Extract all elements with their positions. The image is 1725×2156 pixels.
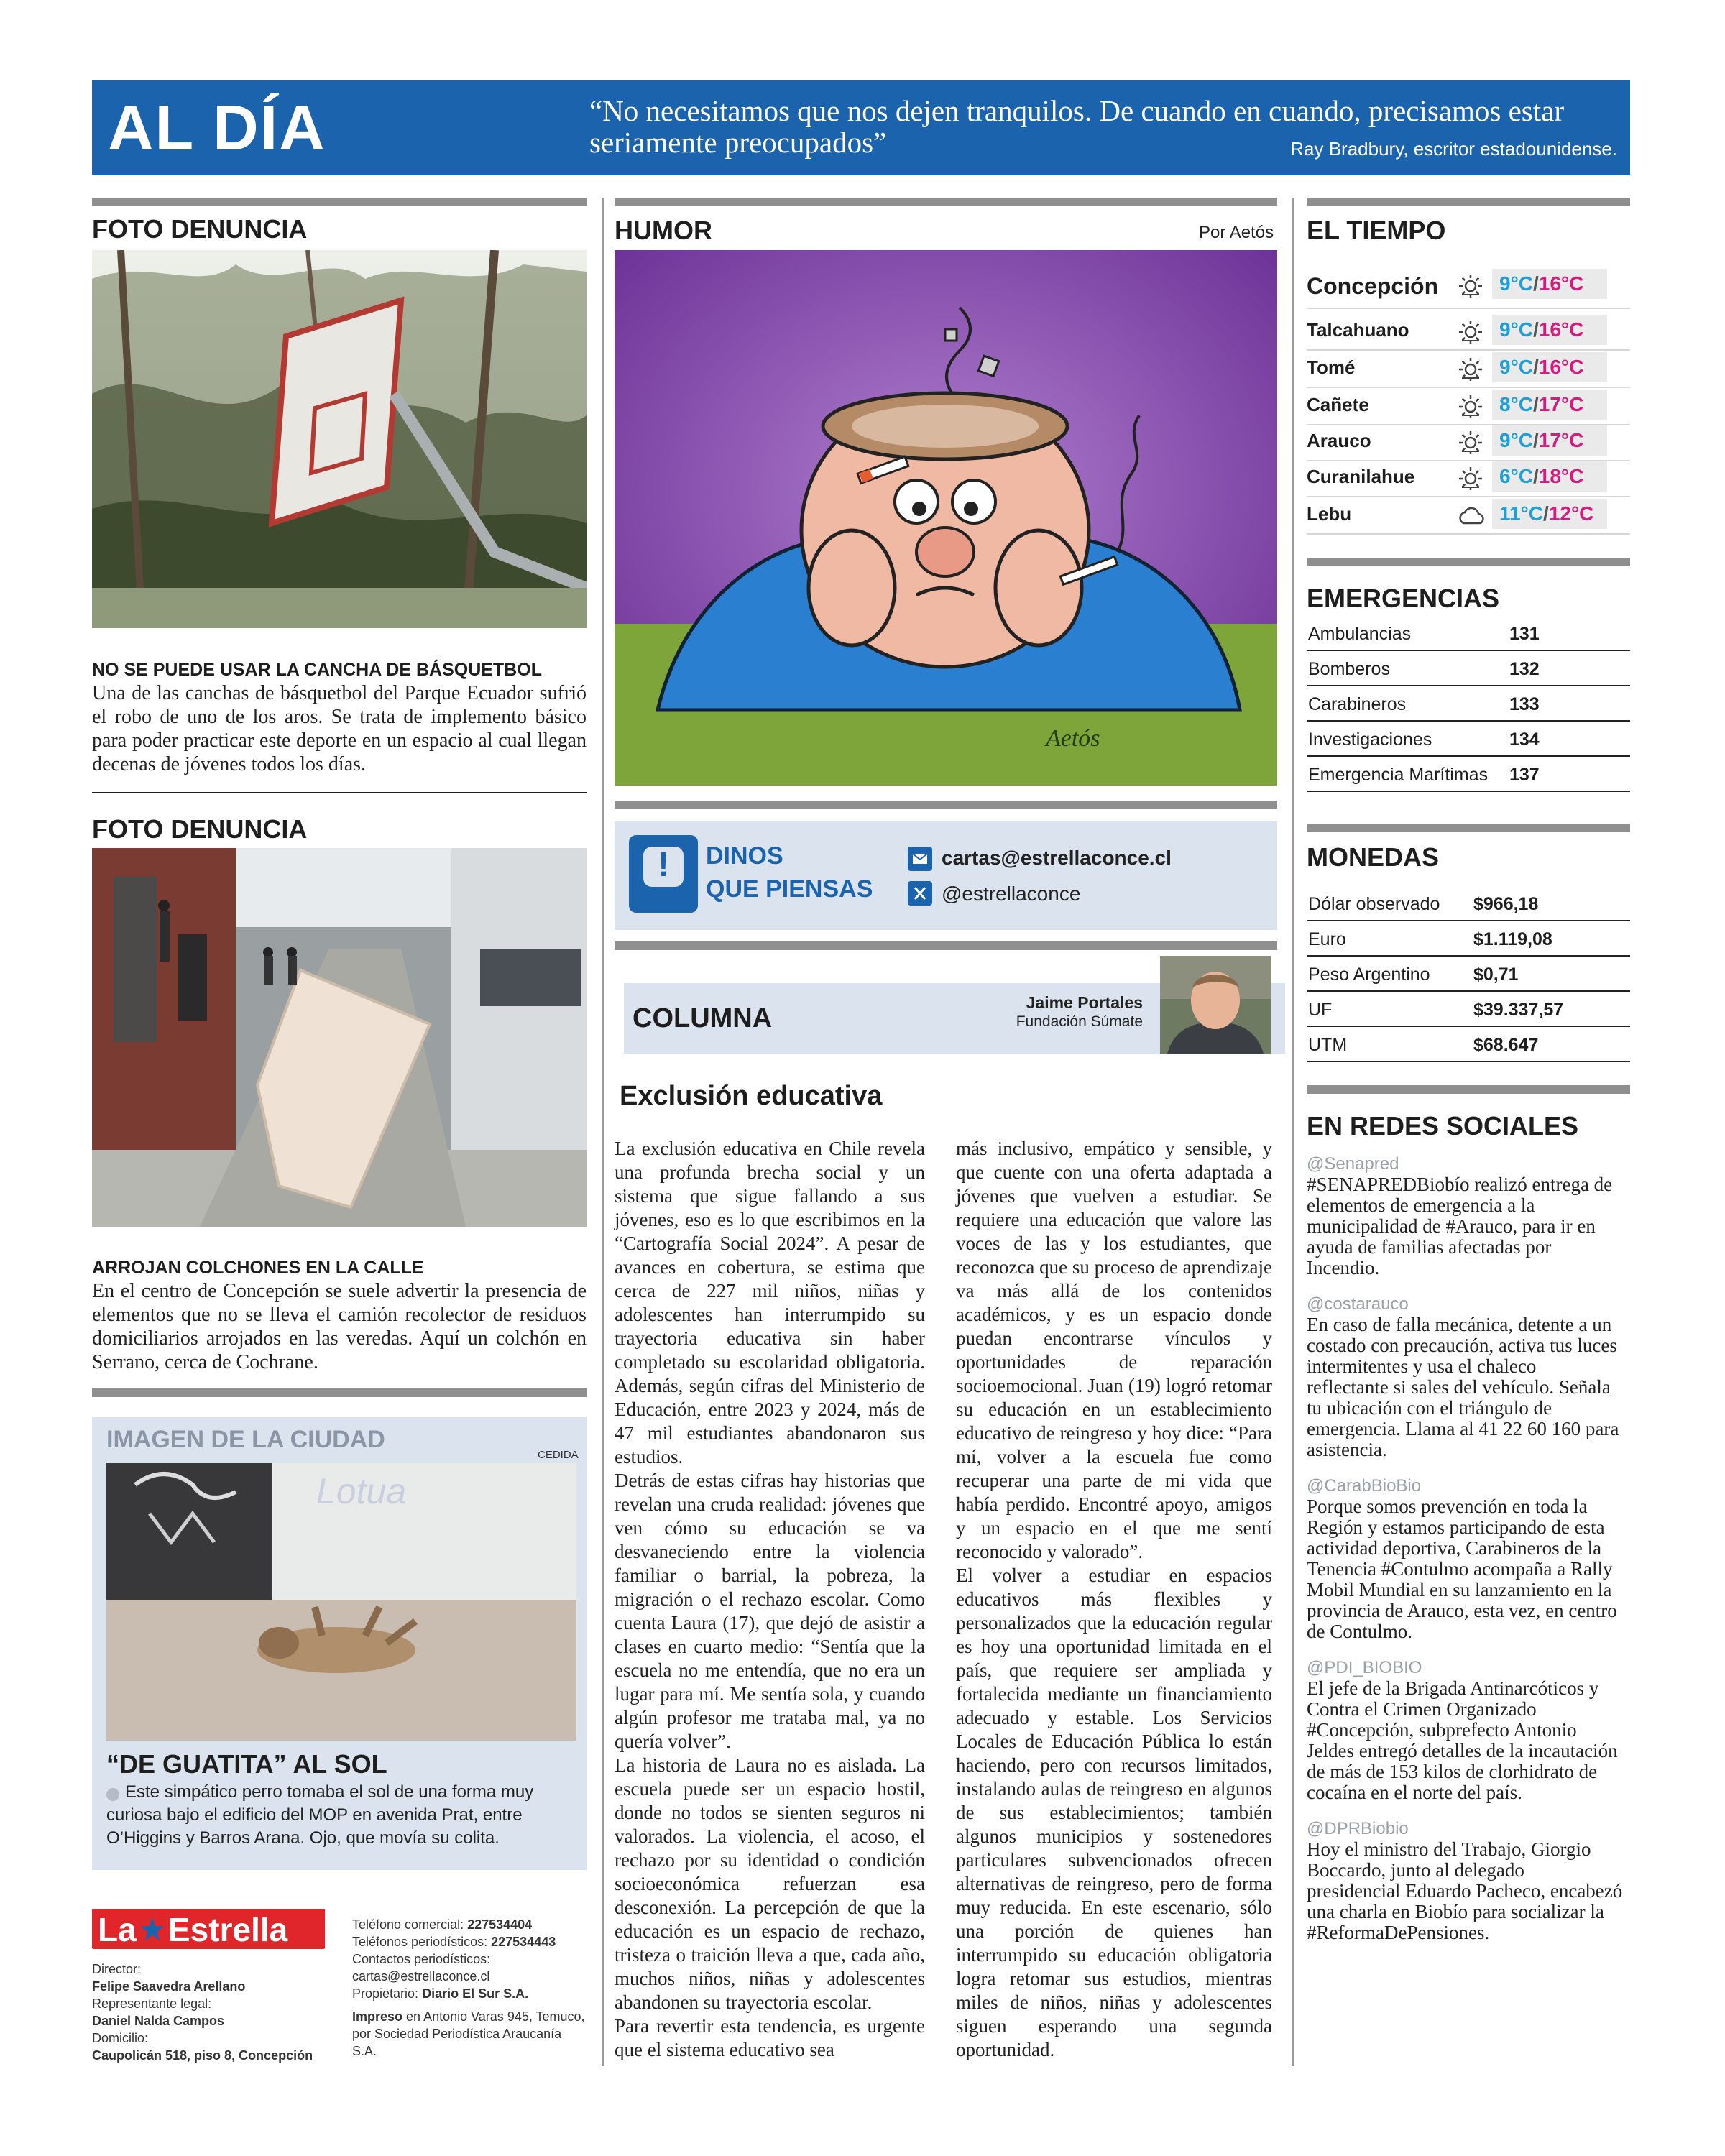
currency-row — [1307, 921, 1630, 957]
monedas-heading: MONEDAS — [1307, 842, 1440, 872]
sun-icon — [1458, 273, 1484, 299]
emergency-row-value: 132 — [1509, 659, 1540, 679]
imprint-right — [352, 1916, 589, 2060]
currency-row-value: $1.119,08 — [1473, 929, 1552, 949]
weather-city: Lebu — [1307, 503, 1352, 525]
section-rule — [1307, 198, 1630, 206]
propietario: Diario El Sur S.A. — [422, 1986, 529, 2001]
temp-min: 6°C — [1499, 465, 1533, 487]
temp-separator: / — [1533, 465, 1539, 487]
tel-periodisticos-label: Teléfonos periodísticos: — [352, 1935, 488, 1949]
tel-comercial: 227534404 — [467, 1917, 533, 1932]
photo-caption-text: En el centro de Concepción se suele advertir la presencia de elementos que no se lleva el camión recolector de residuos domiciliarios arrojados en las veredas. Aquí un colchón en Serrano, cerca de Cochrane. — [92, 1280, 586, 1373]
foto-denuncia-heading: FOTO DENUNCIA — [92, 814, 308, 844]
mattress-street-photo — [92, 848, 586, 1227]
social-handle[interactable]: @costarauco — [1307, 1294, 1409, 1314]
dinos-x-handle[interactable]: @estrellaconce — [942, 883, 1081, 905]
emergency-row — [1307, 615, 1630, 651]
sun-icon — [1458, 430, 1484, 456]
weather-city: Cañete — [1307, 394, 1369, 415]
photo-caption-title: ARROJAN COLCHONES EN LA CALLE — [92, 1258, 424, 1278]
social-handle[interactable]: @CarabBioBio — [1307, 1476, 1422, 1496]
basketball-court-photo — [92, 250, 586, 628]
emergency-row — [1307, 756, 1630, 792]
city-image-heading: IMAGEN DE LA CIUDAD — [106, 1426, 385, 1453]
domicilio-label: Domicilio: — [92, 2031, 149, 2045]
temp-max: 12°C — [1548, 502, 1594, 525]
temp-min: 9°C — [1499, 429, 1533, 451]
temp-separator: / — [1533, 393, 1539, 415]
weather-temps — [1492, 390, 1607, 420]
emergency-row-label: Investigaciones — [1308, 729, 1432, 750]
currency-row — [1307, 885, 1630, 921]
weather-row — [1307, 388, 1630, 425]
temp-max: 18°C — [1538, 465, 1584, 487]
emergency-row-label: Carabineros — [1308, 694, 1407, 714]
dinos-email[interactable]: cartas@estrellaconce.cl — [942, 847, 1172, 869]
temp-min: 11°C — [1499, 502, 1544, 525]
domicilio: Caupolicán 518, piso 8, Concepción — [92, 2048, 313, 2063]
section-rule — [1307, 1085, 1630, 1094]
temp-separator: / — [1543, 502, 1549, 525]
weather-row — [1307, 497, 1630, 535]
weather-temps — [1492, 425, 1607, 456]
dinos-title — [706, 839, 873, 906]
social-handle[interactable]: @PDI_BIOBIO — [1307, 1658, 1422, 1677]
column-divider — [602, 198, 604, 2066]
emergency-row — [1307, 686, 1630, 722]
emergency-row-value: 134 — [1509, 729, 1540, 750]
weather-city: Curanilahue — [1307, 466, 1415, 487]
column-label: COLUMNA — [632, 1003, 773, 1033]
currency-row — [1307, 991, 1630, 1027]
currency-row-value: $966,18 — [1473, 894, 1539, 914]
city-image-text: Este simpático perro tomaba el sol de una forma muy curiosa bajo el edificio del MOP en avenida Prat, entre O’Higgins y Barros Arana. Ojo, que movía su colita. — [106, 1782, 534, 1848]
sun-icon — [1458, 466, 1484, 492]
column-paragraph: más inclusivo, empático y sensible, y que cuente con una oferta adaptada a jóvenes que vuelven a estudiar. Se requiere una educación que valore las voces de las y los estudiantes, que reconozca que su proceso de aprendizaje va más allá de los contenidos académicos, y es un espacio donde puedan encontrarse vínculos y oportunidades de reparación socioemocional. Juan (19) logró retomar su educación en un establecimiento educativo de reingreso y hoy dice: “Para mí, volver a la escuela fue como recuperar una parte de mi vida que había perdido. Encontré apoyo, amigos y un espacio en el que me sentí reconocido y valorado”. — [956, 1138, 1273, 1562]
section-rule — [92, 198, 586, 206]
column-text-col1 — [615, 1137, 925, 2062]
wall-graffiti: Lotua — [316, 1471, 407, 1511]
tel-periodisticos: 227534443 — [491, 1935, 556, 1949]
column-title: Exclusión educativa — [620, 1081, 883, 1111]
weather-temps — [1492, 461, 1607, 492]
weather-row — [1307, 460, 1630, 497]
photo-credit: CEDIDA — [538, 1449, 579, 1461]
x-icon — [908, 881, 932, 906]
currency-row-value: $68.647 — [1473, 1035, 1539, 1055]
temp-min: 9°C — [1499, 272, 1533, 295]
photo-caption-text: Una de las canchas de básquetbol del Parque Ecuador sufrió el robo de uno de los aros. Se trata de implemento básico para poder practicar este deporte en un espacio al cual llegan decenas de jóvenes todos los días. — [92, 682, 586, 775]
humor-heading: HUMOR — [615, 216, 712, 245]
temp-separator: / — [1533, 356, 1539, 378]
section-rule — [615, 801, 1277, 809]
section-rule — [615, 198, 1277, 206]
city-image-title: “DE GUATITA” AL SOL — [106, 1749, 387, 1779]
redes-heading: EN REDES SOCIALES — [1307, 1111, 1579, 1141]
rep-label: Representante legal: — [92, 1996, 212, 2011]
dinos-title-line1: DINOS — [706, 842, 783, 870]
emergency-row-label: Ambulancias — [1308, 624, 1412, 644]
contactos-label: Contactos periodísticos: — [352, 1952, 491, 1966]
sun-icon — [1458, 394, 1484, 420]
weather-temps — [1492, 269, 1607, 299]
social-post — [1307, 1476, 1623, 1642]
cartoon-signature: Aetós — [1046, 725, 1100, 752]
social-handle[interactable]: @DPRBiobio — [1307, 1819, 1409, 1838]
temp-max: 16°C — [1538, 318, 1584, 341]
currency-row-value: $0,71 — [1473, 964, 1519, 985]
social-handle[interactable]: @Senapred — [1307, 1154, 1399, 1174]
currency-row-value: $39.337,57 — [1473, 1000, 1564, 1020]
photo-caption-title: NO SE PUEDE USAR LA CANCHA DE BÁSQUETBOL — [92, 660, 542, 680]
column-paragraph: La historia de Laura no es aislada. La escuela puede ser un espacio hostil, donde no todos se sienten seguros ni valorados. La violencia, el acoso, el rechazo por su identidad o condición socioeconómica refuerzan esa desconexión. La percepción de que la educación es un espacio de rechazo, tristeza o traición lleva a que, cada año, muchos niños, niñas y adolescentes abandonen su trayectoria escolar. — [615, 1754, 925, 2013]
humor-byline: Por Aetós — [1199, 223, 1274, 242]
weather-city: Arauco — [1307, 430, 1371, 451]
emergency-row-label: Bomberos — [1308, 659, 1390, 679]
column-paragraph: La exclusión educativa en Chile revela una profunda brecha social y un sistema que sigue fallando a sus jóvenes, eso es lo que escribimos en la “Cartografía Social 2024”. A pesar de avances en cobertura, se estima que cerca de 227 mil niños, niñas y adolescentes han interrumpido su trayectoria educativa sin haber completado su escolaridad obligatoria. Además, según cifras del Ministerio de Educación, entre 2023 y 2024, más de 47 mil estudiantes abandonaron sus estudios. — [615, 1138, 925, 1468]
imprint-left — [92, 1961, 313, 2064]
emergency-row-value: 133 — [1509, 694, 1540, 714]
temp-separator: / — [1533, 429, 1539, 451]
social-text: Porque somos prevención en toda la Región y estamos participando de esta actividad deportiva, Carabineros de la Tenencia #Contulmo acompaña a Rally Mobil Mundial en su lanzamiento en la provincia de Arauco, esta vez, en centro de Contulmo. — [1307, 1496, 1617, 1642]
temp-min: 8°C — [1499, 393, 1533, 415]
impreso: en Antonio Varas 945, Temuco, por Sociedad Periodística Araucanía S.A. — [352, 2009, 585, 2058]
temp-max: 17°C — [1538, 429, 1584, 451]
star-icon: ★ — [138, 1912, 167, 1948]
weather-row — [1307, 424, 1630, 461]
director-label: Director: — [92, 1962, 142, 1976]
social-text: En caso de falla mecánica, detente a un costado con precaución, activa tus luces intermitentes y usa el chaleco reflectante si sales del vehículo. Señala tu ubicación con el triángulo de emergencia. Llama al 41 22 60 160 para asistencia. — [1307, 1314, 1619, 1460]
masthead-quote: “No necesitamos que nos dejen tranquilos. De cuando en cuando, precisamos estar seriamente preocupados” — [589, 94, 1564, 159]
section-title: AL DÍA — [108, 92, 326, 163]
weather-temps — [1492, 499, 1607, 529]
column-text-col2 — [956, 1137, 1272, 2062]
temp-max: 17°C — [1538, 393, 1584, 415]
la-estrella-logo — [92, 1909, 325, 1949]
currency-row-label: UF — [1308, 1000, 1333, 1020]
column-paragraph: Para revertir esta tendencia, es urgente que el sistema educativo sea — [615, 2015, 925, 2060]
logo-text-right: Estrella — [168, 1911, 288, 1948]
weather-heading: EL TIEMPO — [1307, 216, 1446, 245]
foto-denuncia-heading: FOTO DENUNCIA — [92, 214, 308, 244]
emergencias-heading: EMERGENCIAS — [1307, 584, 1500, 613]
weather-city: Talcahuano — [1307, 319, 1409, 341]
emergency-row-label: Emergencia Marítimas — [1308, 765, 1489, 785]
currency-row-label: Peso Argentino — [1308, 964, 1430, 985]
weather-city: Concepción — [1307, 273, 1439, 299]
social-post — [1307, 1154, 1623, 1279]
director-name: Felipe Saavedra Arellano — [92, 1979, 246, 1994]
quote-author: Ray Bradbury, escritor estadounidense. — [1290, 138, 1617, 160]
currency-row-label: Dólar observado — [1308, 894, 1440, 914]
emergency-row-value: 137 — [1509, 765, 1540, 785]
column-divider — [1292, 198, 1294, 2066]
divider — [92, 792, 586, 793]
currency-row — [1307, 956, 1630, 992]
social-post — [1307, 1819, 1623, 1943]
tel-comercial-label: Teléfono comercial: — [352, 1917, 464, 1932]
column-paragraph: El volver a estudiar en espacios educativos más flexibles y personalizados que la educación regular es hoy una oportunidad limitada en el país, que requiere ser ampliada y fortalecida mediante un financiamiento adecuado y estable. Los Servicios Locales de Educación Pública lo están haciendo, pero con recursos limitados, instalando aulas de reingreso en algunos de sus establecimientos; también algunos municipios y sostenedores particulares subvencionados ofrecen alternativas de reingreso, pero de forma muy reducida. En este escenario, sólo una porción de quienes han interrumpido su educación obligatoria logra retomar sus estudios, mientras miles de niños, niñas y adolescentes siguen esperando una segunda oportunidad. — [956, 1565, 1272, 2060]
rep-name: Daniel Nalda Campos — [92, 2014, 225, 2028]
column-author: Jaime Portales — [1026, 993, 1143, 1012]
column-author-org: Fundación Súmate — [1016, 1013, 1143, 1030]
author-portrait — [1160, 956, 1271, 1054]
humor-cartoon — [615, 250, 1277, 786]
social-text: El jefe de la Brigada Antinarcóticos y Contra el Crimen Organizado #Concepción, subprefecto Antonio Jeldes entregó detalles de la incautación de más de 153 kilos de clorhidrato de cocaína en el norte del país. — [1307, 1677, 1618, 1803]
exclamation-icon: ! — [629, 835, 698, 913]
social-post — [1307, 1658, 1623, 1803]
emergency-row — [1307, 650, 1630, 686]
dinos-title-line2: QUE PIENSAS — [706, 875, 873, 903]
temp-min: 9°C — [1499, 318, 1533, 341]
section-rule — [615, 941, 1277, 950]
weather-temps — [1492, 315, 1607, 345]
weather-row — [1307, 313, 1630, 351]
temp-separator: / — [1533, 272, 1539, 295]
social-post — [1307, 1294, 1623, 1460]
emergency-row-value: 131 — [1509, 624, 1540, 644]
section-rule — [1307, 824, 1630, 832]
weather-temps — [1492, 352, 1607, 382]
cloud-icon — [1458, 503, 1484, 529]
temp-separator: / — [1533, 318, 1539, 341]
email-icon — [908, 847, 932, 871]
logo-text-left: La — [98, 1911, 137, 1948]
contactos-email[interactable]: cartas@estrellaconce.cl — [352, 1969, 490, 1984]
temp-max: 16°C — [1538, 272, 1584, 295]
sun-icon — [1458, 356, 1484, 382]
sun-icon — [1458, 319, 1484, 345]
propietario-label: Propietario: — [352, 1986, 419, 2001]
temp-min: 9°C — [1499, 356, 1533, 378]
emergency-row — [1307, 721, 1630, 757]
weather-row — [1307, 267, 1630, 309]
currency-row-label: UTM — [1308, 1035, 1348, 1055]
weather-row — [1307, 351, 1630, 388]
column-paragraph: Detrás de estas cifras hay historias que revelan una cruda realidad: jóvenes que ven cómo su educación se va desvaneciendo entre la violencia familiar o barrial, la pobreza, la migración o el rechazo escolar. Como cuenta Laura (17), que dejó de asistir a clases en cuarto medio: “Sentía que la escuela no me entendía, que no era un lugar para mí. Me sentía sola, y cuando algún profesor me trataba mal, ya no quería volver”. — [615, 1470, 925, 1752]
section-rule — [1307, 558, 1630, 566]
currency-row — [1307, 1026, 1630, 1062]
currency-row-label: Euro — [1308, 929, 1346, 949]
redes-list — [1307, 1154, 1623, 1959]
social-text: #SENAPREDBiobío realizó entrega de elementos de emergencia a la municipalidad de #Arauco, para ir en ayuda de familias afectadas por Incendio. — [1307, 1174, 1613, 1279]
impreso-label: Impreso — [352, 2009, 403, 2024]
social-text: Hoy el ministro del Trabajo, Giorgio Boccardo, junto al delegado presidencial Eduardo Pacheco, encabezó una charla en Biobío para socializar la #ReformaDePensiones. — [1307, 1838, 1623, 1943]
temp-max: 16°C — [1538, 356, 1584, 378]
weather-city: Tomé — [1307, 356, 1356, 378]
section-rule — [92, 1388, 586, 1397]
